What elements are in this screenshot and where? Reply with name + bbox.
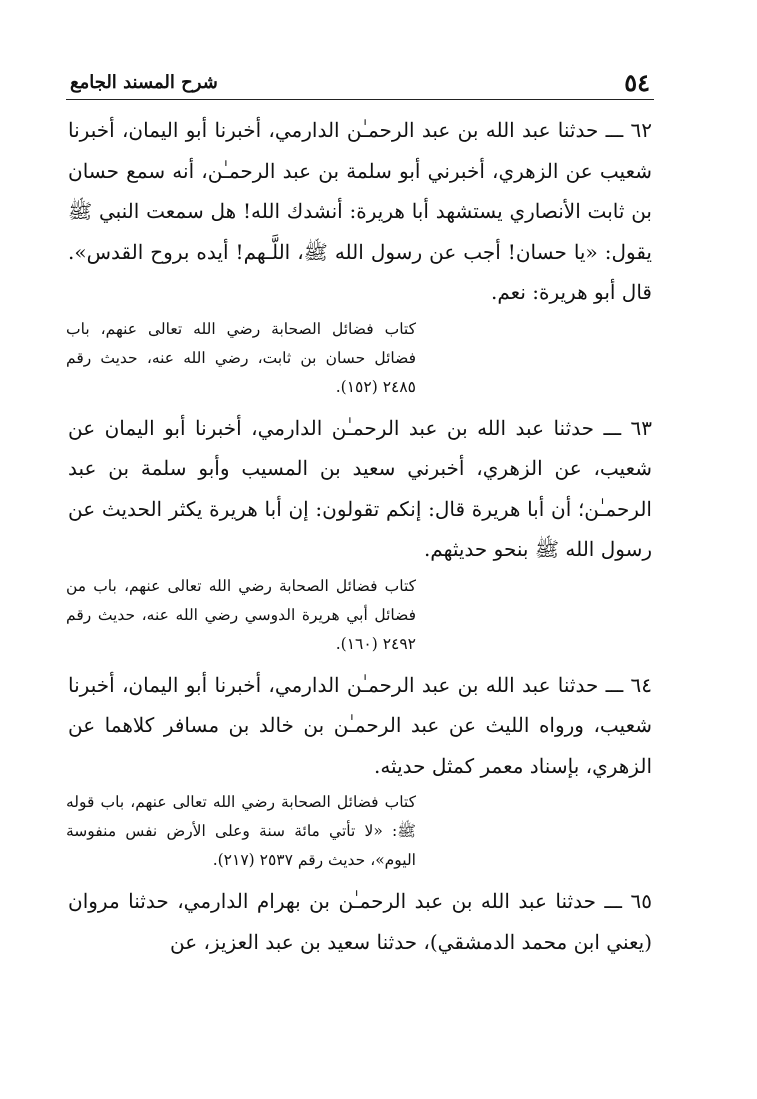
- hadith-64-text: ٦٤ ـــ حدثنا عبد الله بن عبد الرحمـٰن الدارمي، أخبرنا أبو اليمان، أخبرنا شعيب، ورواه الليث عن عبد الرحمـٰن بن خالد بن مسافر كلاهما عن الزهري، بإسناد معمر كمثل حديثه.: [68, 672, 652, 778]
- page-body: [68, 110, 652, 962]
- header-rule: [66, 99, 654, 100]
- hadith-63-reference: كتاب فضائل الصحابة رضي الله تعالى عنهم، باب من فضائل أبي هريرة الدوسي رضي الله عنه، حديث رقم ٢٤٩٢ (١٦٠).: [66, 576, 416, 653]
- hadith-64-reference: كتاب فضائل الصحابة رضي الله تعالى عنهم، باب قوله ﷺ: «لا تأتي مائة سنة وعلى الأرض نفس منفوسة اليوم»، حديث رقم ٢٥٣٧ (٢١٧).: [66, 793, 416, 869]
- hadith-63-text: ٦٣ ـــ حدثنا عبد الله بن عبد الرحمـٰن الدارمي، أخبرنا أبو اليمان عن شعيب، عن الزهري، أخبرني سعيد بن المسيب وأبو سلمة بن عبد الرحمـٰن؛ أن أبا هريرة قال: إنكم تقولون: إن أبا هريرة يكثر الحديث عن رسول الله ﷺ بنحو حديثهم.: [68, 415, 652, 561]
- hadith-62-reference: كتاب فضائل الصحابة رضي الله تعالى عنهم، باب فضائل حسان بن ثابت، رضي الله عنه، حديث رقم ٢٤٨٥ (١٥٢).: [66, 319, 416, 396]
- running-title: شرح المسند الجامع: [70, 72, 218, 93]
- page-number: ٥٤: [624, 68, 650, 97]
- page-header: [66, 66, 654, 100]
- hadith-65-text: ٦٥ ـــ حدثنا عبد الله بن عبد الرحمـٰن بن بهرام الدارمي، حدثنا مروان (يعني ابن محمد الدمشقي)، حدثنا سعيد بن عبد العزيز، عن: [68, 889, 652, 954]
- hadith-62-text: ٦٢ ـــ حدثنا عبد الله بن عبد الرحمـٰن الدارمي، أخبرنا أبو اليمان، أخبرنا شعيب عن الزهري، أخبرني أبو سلمة بن عبد الرحمـٰن، أنه سمع حسان بن ثابت الأنصاري يستشهد أبا هريرة: أنشدك الله! هل سمعت النبي ﷺ يقول: «يا حسان! أجب عن رسول الله ﷺ، اللَّـهم! أيده بروح القدس». قال أبو هريرة: نعم.: [68, 118, 652, 304]
